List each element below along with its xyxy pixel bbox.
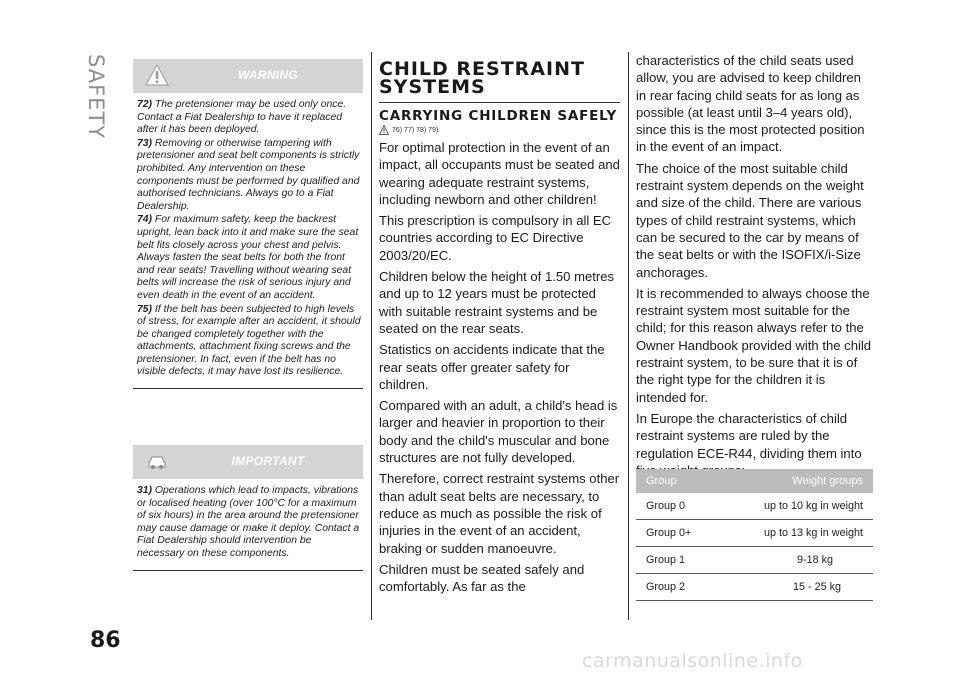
table-cell: Group 2	[636, 574, 720, 601]
item-text: Operations which lead to impacts, vibrations or localised heating (over 100°C for a maximum of six hours) in the area around the pretensioner may cause damage or make it deploy. Contact a Fiat Dealership should intervention be necessary on these components.	[137, 485, 360, 559]
warning-body	[133, 93, 363, 388]
paragraph: Compared with an adult, a child's head is larger and heavier in proportion to their body and the child's muscular and bone structures are not fully developed.	[379, 398, 618, 466]
warning-item	[137, 304, 361, 380]
table-row	[636, 493, 873, 520]
table-row	[636, 520, 873, 547]
reference-numbers: 76) 77) 78) 79)	[392, 126, 439, 134]
warning-box	[133, 59, 363, 389]
table-header: Weight groups	[720, 469, 873, 493]
table-row	[636, 547, 873, 574]
paragraph: characteristics of the child seats used allow, you are advised to keep children in rear facing child seats for as long as possible (at least until 3–4 years old), since this is the most protected position in the event of an impact.	[636, 53, 865, 155]
watermark: carmanualsonline.info	[582, 650, 803, 672]
warning-item	[137, 214, 361, 302]
paragraph: The choice of the most suitable child restraint system depends on the weight and size of the child. There are various types of child restraint systems, which can be secured to the car by means of the seat belts or with the ISOFIX/i-Size anchorages.	[636, 160, 864, 280]
item-text: Removing or otherwise tampering with pretensioner and seat belt components is strictly prohibited. Any intervention on these components must be performed by qualified and authorised technicians. Always go to a Fiat Dealership.	[137, 137, 360, 212]
column-divider	[371, 52, 372, 620]
warning-header	[133, 59, 363, 93]
table-cell: Group 1	[636, 547, 720, 574]
table-cell: up to 13 kg in weight	[720, 520, 873, 547]
warning-title: WARNING	[237, 68, 299, 82]
warning-triangle-icon	[379, 125, 389, 135]
paragraph: Children must be seated safely and comfortably. As far as the	[379, 561, 585, 595]
body-text-right	[636, 52, 874, 479]
item-text: If the belt has been subjected to high levels of stress, for example after an accident, it should be changed completely together with the attachments, attachment fixing screws and the pretensioner. In fact, even if the belt has no visible defects, it may have lost its resilience.	[137, 303, 361, 378]
paragraph: It is recommended to always choose the restraint system most suitable for the child; for this reason always refer to the Owner Handbook provided with the child restraint system, to be sure that it is of the right type for the children it is intended for.	[636, 285, 872, 405]
table-cell: Group 0	[636, 493, 720, 520]
column-middle	[379, 52, 620, 599]
subsection-heading: CARRYING CHILDREN SAFELY	[379, 108, 618, 124]
item-number: 31)	[137, 485, 153, 496]
table-header: Group	[636, 469, 720, 493]
item-text: The pretensioner may be used only once. Contact a Fiat Dealership to have it replaced after it has been deployed.	[137, 99, 347, 136]
body-text-middle	[379, 139, 620, 595]
important-header	[133, 445, 363, 479]
warning-item	[137, 99, 361, 137]
warning-triangle-icon	[145, 63, 169, 87]
weight-groups-table	[636, 469, 873, 601]
item-text: For maximum safety, keep the backrest upright, lean back into it and make sure the seat belt fits closely across your chest and pelvis. Always fasten the seat belts for both the front and rear seats! Travelling without wearing seat belts will increase the risk of serious injury and even death in the event of an accident.	[137, 214, 359, 301]
important-title: IMPORTANT	[231, 454, 305, 468]
paragraph: Children below the height of 1.50 metres and up to 12 years must be protected with suitable restraint systems and be seated on the rear seats.	[379, 269, 615, 336]
paragraph: Therefore, correct restraint systems other than adult seat belts are necessary, to reduce as much as possible the risk of injuries in the event of an accident, braking or sudden manoeuvre.	[379, 471, 620, 556]
column-right	[636, 52, 874, 483]
important-body	[133, 479, 363, 570]
paragraph: In Europe the characteristics of child restraint systems are ruled by the regulation ECE-R44, dividing them into	[636, 410, 862, 461]
table-cell: 15 - 25 kg	[720, 574, 873, 601]
section-heading: CHILD RESTRAINT SYSTEMS	[379, 60, 620, 103]
paragraph: Statistics on accidents indicate that the rear seats offer greater safety for children.	[379, 342, 605, 392]
paragraph: This prescription is compulsory in all EC countries according to EC Directive 2003/20/EC.	[379, 213, 612, 263]
paragraph: For optimal protection in the event of an impact, all occupants must be seated and wearing adequate restraint systems, including newborn and other children!	[379, 140, 620, 207]
page-number: 86	[90, 628, 121, 653]
column-divider	[628, 52, 629, 620]
warning-references	[379, 125, 620, 135]
table-header-row	[636, 469, 873, 493]
item-number: 74)	[137, 214, 153, 226]
item-number: 73)	[137, 137, 153, 149]
important-item	[137, 485, 361, 561]
important-box	[133, 445, 363, 571]
table-cell: up to 10 kg in weight	[720, 493, 873, 520]
item-number: 72)	[137, 99, 153, 110]
section-label: SAFETY	[84, 54, 108, 140]
table-row	[636, 574, 873, 601]
item-number: 75)	[137, 303, 153, 315]
warning-item	[137, 138, 361, 214]
car-icon	[145, 449, 169, 473]
table-cell: 9-18 kg	[720, 547, 873, 574]
table-cell: Group 0+	[636, 520, 720, 547]
